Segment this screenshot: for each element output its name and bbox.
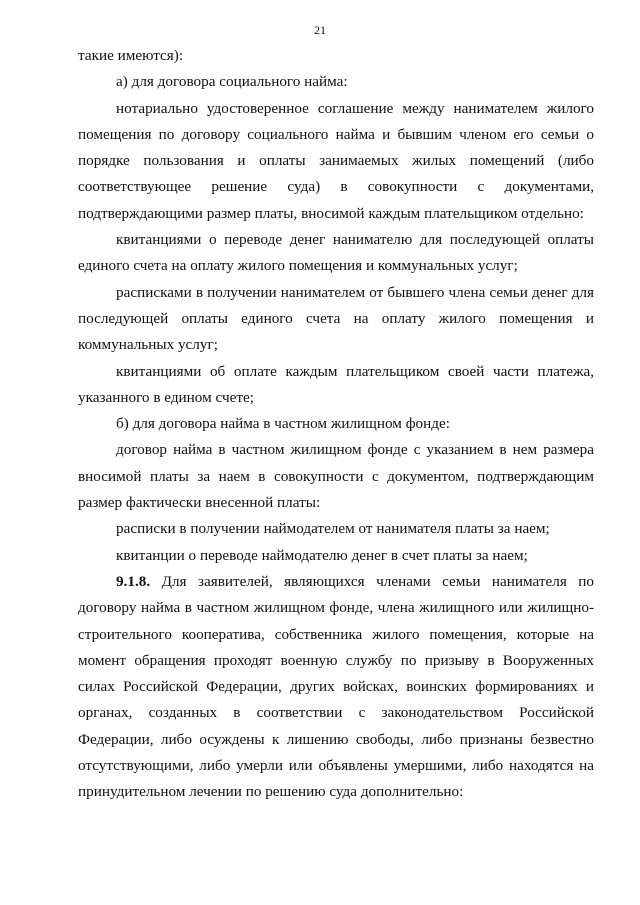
paragraph-transfer-receipts: квитанции о переводе наймодателю денег в счет платы за наем; [116,546,528,564]
paragraph-item-a-heading: а) для договора социального найма: [116,73,348,91]
paragraph-notarial-agreement: нотариально удостоверенное соглашение между нанимателем жилого помещения по договору социального найма и бывшим членом его семьи о порядке пользования и оплаты занимаемых жилых помещений (либо соответствующее решение суда) в совокупности с документами, подтверждающими размер платы, вносимой каждым плательщиком отдельно: [78,99,594,222]
section-9-1-8-text: Для заявителей, являющихся членами семьи нанимателя по договору найма в частном жилищном фонде, члена жилищного или жилищно-строительного кооператива, собственника жилого помещения, которые на момент обращения проходят военную службу по призыву в Вооруженных силах Российской Федерации, других войсках, воинских формированиях и органах, созданных в соответствии с законодательством Российской Федерации, либо осуждены к лишению свободы, либо признаны безвестно отсутствующими, либо умерли или объявлены умершими, либо находятся на принудительном лечении по решению суда дополнительно: [78,572,594,801]
document-body [78,43,594,806]
paragraph-landlord-receipts: расписки в получении наймодателем от нанимателя платы за наем; [116,520,550,538]
paragraph-section-9-1-8 [78,569,594,806]
paragraph-continuation: такие имеются): [78,47,184,64]
section-number: 9.1.8. [116,572,151,590]
paragraph-payment-receipts: квитанциями об оплате каждым плательщиком своей части платежа, указанного в едином счете; [78,362,594,406]
paragraph-money-transfer-receipts: квитанциями о переводе денег нанимателю для последующей оплаты единого счета на оплату жилого помещения и коммунальных услуг; [78,231,594,275]
paragraph-rental-contract: договор найма в частном жилищном фонде с указанием в нем размера вносимой платы за наем в совокупности с документом, подтверждающим размер фактически внесенной платы: [78,441,594,512]
paragraph-item-b-heading: б) для договора найма в частном жилищном фонде: [116,415,450,433]
page-number: 21 [314,23,326,37]
paragraph-receipts-from-former-member: расписками в получении нанимателем от бывшего члена семьи денег для последующей оплаты единого счета на оплату жилого помещения и коммунальных услуг; [78,283,594,354]
